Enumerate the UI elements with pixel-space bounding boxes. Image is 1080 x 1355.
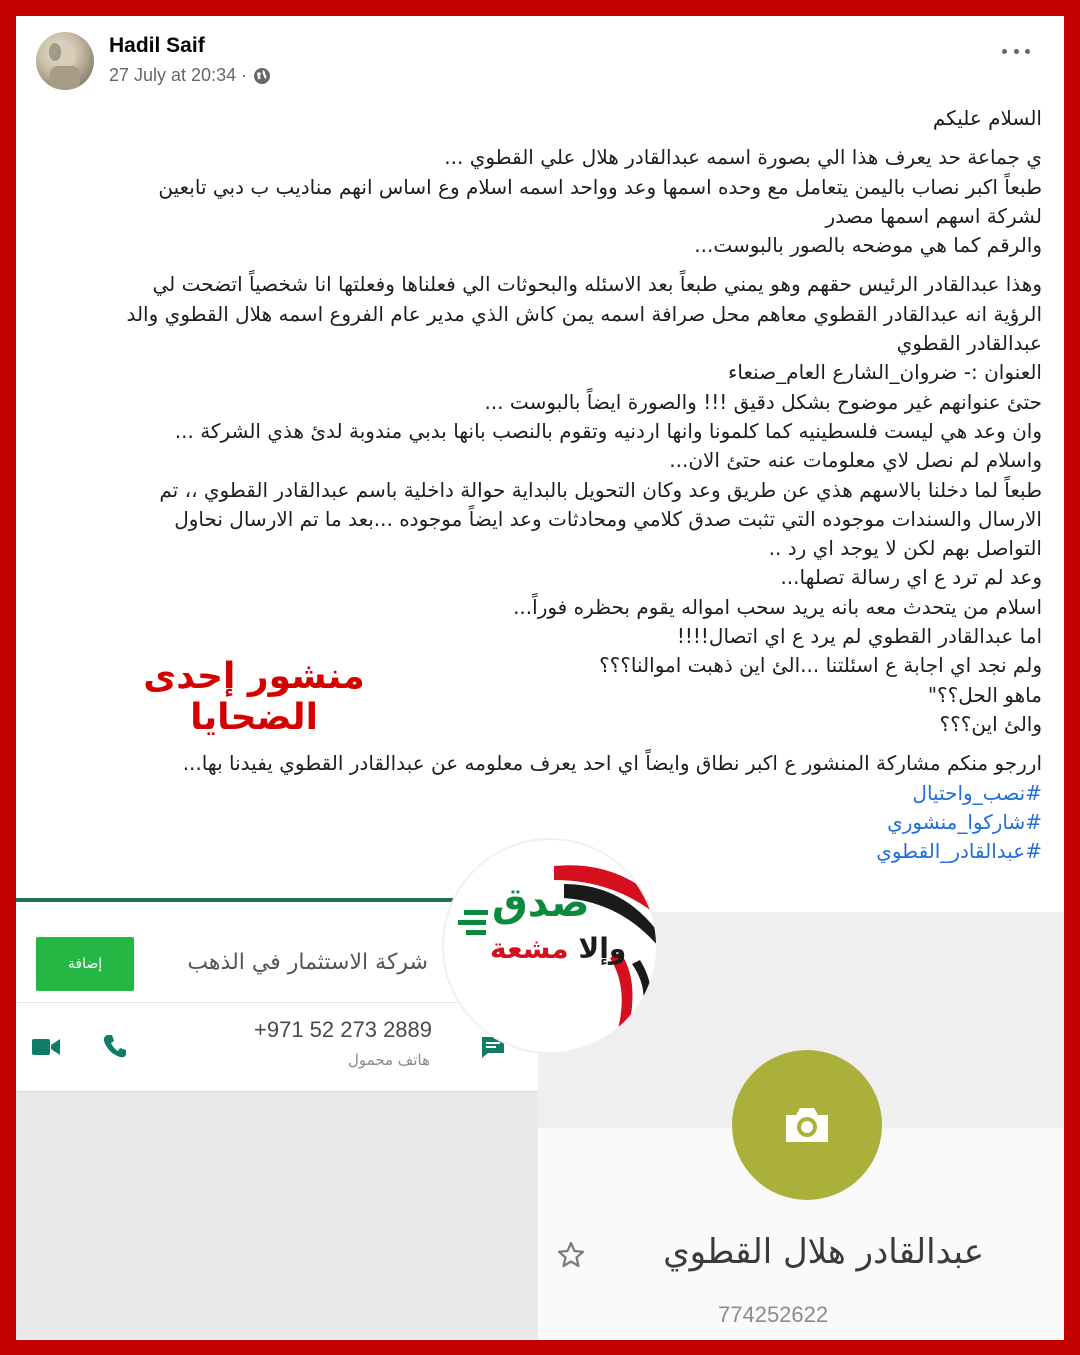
post-line: والئ اين؟؟؟: [939, 711, 1042, 736]
post-line: اسلام من يتحدث معه بانه يريد سحب امواله يقوم بحظره فوراً...: [513, 594, 1042, 619]
post-line: ماهو الحل؟؟": [927, 682, 1042, 707]
post-line: الارسال والسندات موجوده التي تثبت صدق كلامي ومحادثات وعد ايضاً موجوده ...بعد ما تم الارسال نحاول: [174, 506, 1042, 531]
hashtag-link[interactable]: #نصب_واحتيال: [912, 780, 1042, 805]
logo-sub-red: مشعة: [490, 932, 569, 965]
hashtag-link[interactable]: #شاركوا_منشوري: [887, 809, 1042, 834]
logo-sub-black: وإلا: [578, 932, 627, 965]
author-name[interactable]: Hadil Saif: [109, 34, 205, 57]
post-line: اما عبدالقادر القطوي لم يرد ع اي اتصال!!!!: [676, 624, 1042, 649]
post-line: العنوان :- ضروان_الشارع العام_صنعاء: [728, 360, 1042, 385]
contact-name: عبدالقادر هلال القطوي: [663, 1232, 984, 1272]
phone-type-label: هاتف محمول: [348, 1051, 430, 1069]
globe-icon: [253, 67, 271, 85]
post-meta: [109, 65, 271, 86]
logo-main-text: صدق: [492, 880, 590, 926]
post-line: حتئ عنوانهم غير موضوح بشكل دقيق !!! والصورة ايضاً بالبوست ...: [484, 389, 1042, 414]
more-options-icon[interactable]: [1002, 46, 1030, 56]
post-line: طبعاً لما دخلنا بالاسهم هذي عن طريق وعد وكان التحويل بالبداية حوالة داخلية باسم عبدالقادر القطوي ،، تم: [159, 477, 1042, 502]
post-line: التواصل بهم لكن لا يوجد اي رد ..: [768, 536, 1042, 561]
company-name: شركة الاستثمار في الذهب: [187, 950, 428, 975]
post-line: ولم نجد اي اجابة ع اسئلتنا ...الئ اين ذهبت اموالنا؟؟؟: [599, 653, 1042, 678]
victim-post-caption: منشور إحدى الضحايا: [143, 656, 365, 738]
hashtag-link[interactable]: #عبدالقادر_القطوي: [876, 839, 1042, 864]
phone-number[interactable]: +971 52 273 2889: [254, 1017, 433, 1042]
post-line: وان وعد هي ليست فلسطينيه كما كلمونا وانها اردنيه وتقوم بالنصب بانها بدبي مندوبة لدئ هذي الشركة ...: [174, 418, 1042, 443]
post-line: السلام عليكم: [932, 106, 1042, 130]
post-line: وهذا عبدالقادر الرئيس حقهم وهو يمني طبعاً بعد الاسئله والبحوثات الي فعلناها وفعلتها انا شخصياً اتضحت لي: [152, 272, 1042, 297]
camera-icon: [782, 1105, 832, 1145]
post-line: عبدالقادر القطوي: [896, 331, 1042, 356]
author-avatar[interactable]: [36, 32, 94, 90]
post-card: [16, 16, 1064, 1340]
contact-avatar: [732, 1050, 882, 1200]
contact-phone[interactable]: 774252622: [718, 1302, 829, 1327]
post-line: والرقم كما هي موضحه بالصور بالبوست...: [694, 233, 1042, 258]
star-icon[interactable]: [556, 1240, 586, 1270]
factcheck-logo: [444, 840, 656, 1052]
logo-sub-text: [490, 932, 626, 965]
post-line: وعد لم ترد ع اي رسالة تصلها...: [780, 565, 1042, 590]
phone-call-icon[interactable]: [102, 1033, 128, 1059]
post-body: [42, 104, 1042, 866]
post-line: طبعاً اكبر نصاب باليمن يتعامل مع وحده اسمها وعد وواحد اسمه اسلام وع اساس انهم مناديب ب دبي تابعين: [158, 174, 1042, 199]
post-timestamp[interactable]: 27 July at 20:34 ·: [109, 65, 248, 85]
post-line: اررجو منكم مشاركة المنشور ع اكبر نطاق وايضاً اي احد يعرف معلومه عن عبدالقادر القطوي يفيدنا بها...: [182, 751, 1042, 776]
post-line: لشركة اسهم اسمها مصدر: [825, 203, 1042, 228]
add-contact-button[interactable]: إضافة: [36, 937, 134, 991]
post-line: الرؤية انه عبدالقادر القطوي معاهم محل صرافة اسمه يمن كاش الذي مدير عام الفروع اسمه هلال القطوي والد: [126, 301, 1042, 326]
post-line: واسلام لم نصل لاي معلومات عنه حتئ الان...: [669, 448, 1042, 473]
post-line: ي جماعة حد يعرف هذا الي بصورة اسمه عبدالقادر هلال علي القطوي ...: [444, 145, 1042, 170]
video-call-icon[interactable]: [32, 1037, 60, 1057]
